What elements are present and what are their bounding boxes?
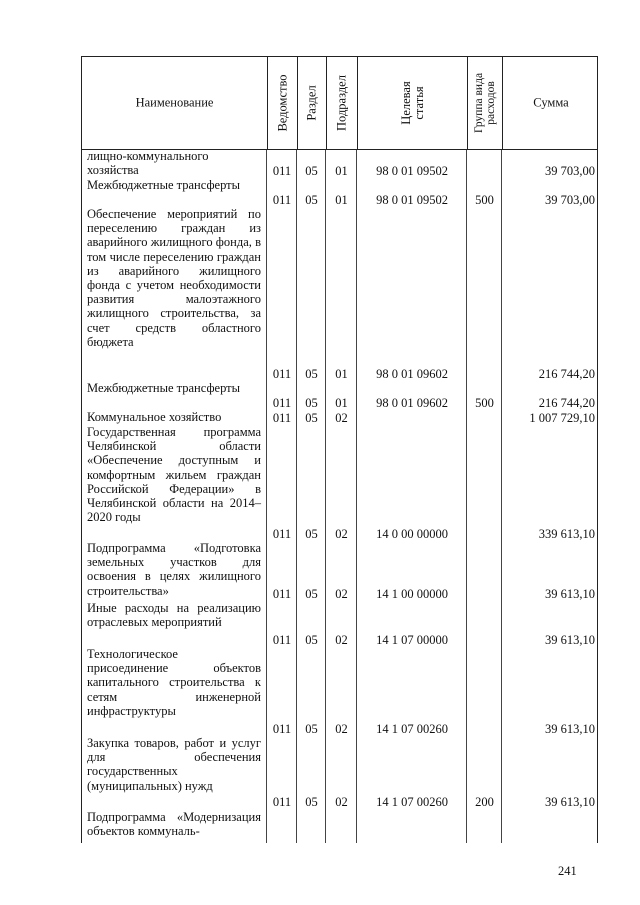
table-header (81, 56, 598, 150)
header-celevaya-cell (357, 57, 467, 149)
row-celevaya: 14 1 00 00000 (376, 586, 448, 601)
header-name-cell (82, 57, 267, 149)
row-podrazdel: 02 (335, 410, 348, 425)
table-row (82, 410, 597, 425)
row-razdel: 05 (305, 586, 318, 601)
table-row (82, 601, 597, 647)
row-podrazdel: 01 (335, 395, 348, 410)
row-name: Межбюджетные трансферты (87, 381, 241, 395)
header-gruppa-cell (467, 57, 502, 149)
header-summa: Сумма (533, 95, 569, 110)
table-row (82, 207, 597, 381)
table-row (82, 149, 597, 178)
row-summa: 39 613,10 (545, 586, 595, 601)
header-summa-cell (502, 57, 599, 149)
header-razdel-cell (297, 57, 326, 149)
row-celevaya: 14 1 07 00260 (376, 794, 448, 809)
row-celevaya: 98 0 01 09602 (376, 395, 448, 410)
row-ved: 011 (272, 794, 292, 809)
header-ved: Ведомство (275, 74, 289, 132)
page-number: 241 (558, 864, 577, 878)
table-row (82, 736, 597, 809)
table-row (82, 178, 597, 207)
table-row (82, 647, 597, 736)
row-ved: 011 (272, 632, 292, 647)
row-ved: 011 (272, 395, 292, 410)
row-razdel: 05 (305, 395, 318, 410)
table-row (82, 425, 597, 541)
row-ved: 011 (272, 526, 292, 541)
row-name: Подпрограмма «Модернизация объектов коммуналь- (87, 810, 261, 839)
row-celevaya: 98 0 01 09502 (376, 192, 448, 207)
header-razdel: Раздел (304, 85, 319, 121)
row-ved: 011 (272, 586, 292, 601)
table-row (82, 381, 597, 410)
row-podrazdel: 01 (335, 366, 348, 381)
budget-table (81, 56, 598, 843)
header-celevaya-line1: Целевая (398, 81, 413, 125)
header-gruppa (473, 73, 497, 133)
row-razdel: 05 (305, 632, 318, 647)
row-celevaya: 98 0 01 09502 (376, 163, 448, 178)
row-razdel: 05 (305, 366, 318, 381)
row-celevaya: 98 0 01 09602 (376, 366, 448, 381)
row-razdel: 05 (305, 163, 318, 178)
row-gruppa: 200 (475, 794, 494, 809)
row-razdel: 05 (305, 526, 318, 541)
row-name: Обеспечение мероприятий по переселению граждан из аварийного жилищного фонда, в том числе переселению граждан из аварийного жилищного фонда с учетом необходимости развития малоэтажного жилищного строительства, за счет средств областного бюджета (87, 207, 261, 349)
row-ved: 011 (272, 163, 292, 178)
row-name: Закупка товаров, работ и услуг для обеспечения государственных (муниципальных) нужд (87, 736, 261, 793)
row-celevaya: 14 1 07 00260 (376, 721, 448, 736)
row-ved: 011 (272, 192, 292, 207)
row-name: Коммунальное хозяйство (87, 410, 222, 424)
header-name: Наименование (135, 95, 214, 110)
row-summa: 1 007 729,10 (529, 410, 595, 425)
row-summa: 39 703,00 (545, 163, 595, 178)
row-ved: 011 (272, 410, 292, 425)
row-ved: 011 (272, 366, 292, 381)
header-gruppa-line2: расходов (485, 81, 497, 125)
header-podrazdel: Подраздел (334, 75, 349, 131)
table-row (82, 541, 597, 601)
row-celevaya: 14 1 07 00000 (376, 632, 448, 647)
row-name: лищно-коммунального хозяйства (87, 149, 209, 178)
row-podrazdel: 02 (335, 721, 348, 736)
header-celevaya (400, 81, 426, 124)
row-ved: 011 (272, 721, 292, 736)
row-podrazdel: 01 (335, 163, 348, 178)
row-razdel: 05 (305, 192, 318, 207)
row-podrazdel: 02 (335, 794, 348, 809)
row-summa: 39 613,10 (545, 794, 595, 809)
row-name: Межбюджетные трансферты (87, 178, 241, 192)
row-podrazdel: 02 (335, 586, 348, 601)
row-podrazdel: 02 (335, 526, 348, 541)
row-podrazdel: 01 (335, 192, 348, 207)
row-summa: 216 744,20 (538, 366, 595, 381)
row-name: Технологическое присоединение объектов капитального строительства к сетям инженерной инфраструктуры (87, 647, 261, 718)
row-razdel: 05 (305, 410, 318, 425)
row-name: Иные расходы на реализацию отраслевых мероприятий (87, 601, 261, 630)
header-celevaya-line2: статья (411, 86, 426, 120)
row-razdel: 05 (305, 794, 318, 809)
header-podrazdel-cell (326, 57, 357, 149)
table-row (82, 810, 597, 842)
row-name: Подпрограмма «Подготовка земельных участков для освоения в целях жилищного строительства» (87, 541, 261, 598)
row-podrazdel: 02 (335, 632, 348, 647)
row-gruppa: 500 (475, 395, 494, 410)
row-gruppa: 500 (475, 192, 494, 207)
row-celevaya: 14 0 00 00000 (376, 526, 448, 541)
header-gruppa-line1: Группа вида (473, 72, 485, 134)
row-summa: 39 613,10 (545, 632, 595, 647)
row-name: Государственная программа Челябинской области «Обеспечение доступным и комфортным жильем граждан Российской Федерации» в Челябинской области на 2014–2020 годы (87, 425, 261, 525)
row-summa: 216 744,20 (538, 395, 595, 410)
row-summa: 39 703,00 (545, 192, 595, 207)
header-ved-cell (267, 57, 297, 149)
row-summa: 339 613,10 (538, 526, 595, 541)
row-summa: 39 613,10 (545, 721, 595, 736)
row-razdel: 05 (305, 721, 318, 736)
table-body (81, 150, 598, 843)
